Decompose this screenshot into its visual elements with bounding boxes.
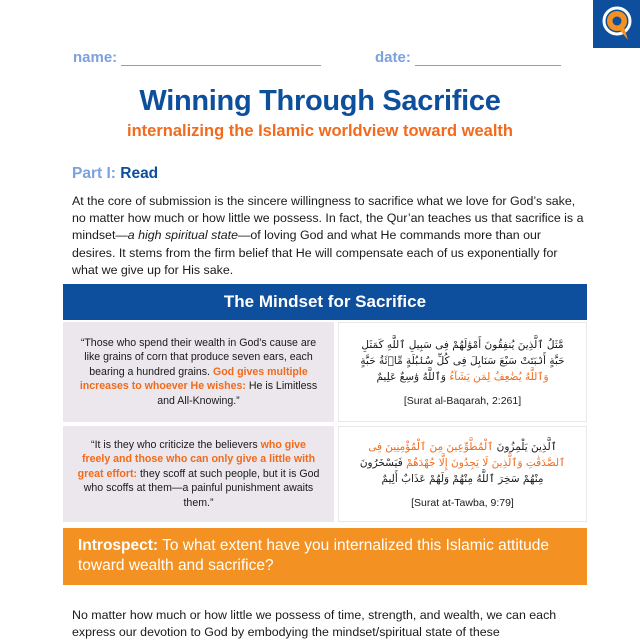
introspect-question: To what extent have you internalized this Islamic attitude toward wealth and sacrifice? [78, 537, 549, 574]
intro-paragraph [72, 193, 587, 279]
closing-paragraph: No matter how much or how little we possess of time, strength, and wealth, we can each express our devotion to God by embodying the mindset/spiritual state of these [72, 608, 557, 640]
introspect-box [63, 528, 587, 585]
arabic-text: مَّثَلُ ٱلَّذِينَ يُنفِقُونَ أَمْوَٰلَهُمْ فِى سَبِيلِ ٱللَّهِ كَمَثَلِ حَبَّةٍ أَنۢبَتَتْ سَبْعَ سَنَابِلَ فِى كُلِّ سُنۢبُلَةٍ مِّا۟ئَةُ حَبَّةٍ [360, 339, 565, 367]
name-label: name: [73, 49, 118, 66]
quote-text: He is Limitless and All-Knowing.” [157, 380, 318, 407]
mindset-table [63, 284, 587, 522]
translation-quote [63, 426, 334, 522]
name-input-line[interactable] [121, 50, 321, 66]
arabic-text: ٱلَّذِينَ يَلْمِزُونَ [493, 441, 557, 453]
quote-highlight: who give freely and those who can only give a little with great effort: [77, 438, 316, 480]
arabic-highlight: وَٱللَّهُ يُضَٰعِفُ لِمَن يَشَآءُ [449, 371, 549, 383]
quote-text: “It is they who criticize the believers [91, 438, 261, 451]
name-date-fields [73, 49, 573, 69]
date-field[interactable] [375, 49, 561, 66]
translation-quote [63, 322, 334, 422]
speech-bubble-q-icon [600, 5, 634, 43]
section-heading-part-1 [72, 165, 158, 183]
name-field[interactable] [73, 49, 321, 66]
quote-text: “Those who spend their wealth in God’s cause are like grains of corn that produce seven ears, each bearing a hundred grains. [80, 336, 317, 378]
date-label: date: [375, 49, 411, 66]
part-prefix: Part I: [72, 165, 116, 182]
arabic-verse-box [338, 322, 587, 422]
mindset-heading: The Mindset for Sacrifice [63, 284, 587, 320]
arabic-text: وَٱللَّهُ وَٰسِعٌ عَلِيمٌ [376, 371, 450, 383]
mindset-row [63, 322, 587, 422]
date-input-line[interactable] [415, 50, 561, 66]
arabic-verse [353, 439, 573, 487]
quote-highlight: God gives multiple increases to whoever He wishes: [79, 365, 308, 393]
intro-text-1: At the core of submission is the sincere willingness to sacrifice what we love for God’s sake, no matter how much or how little we possess. In fact, the Qur’an teaches us that sacrifice is a mindset— [72, 194, 584, 243]
arabic-highlight: ٱلْمُطَّوِّعِينَ مِنَ ٱلْمُؤْمِنِينَ فِى ٱلصَّدَقَٰتِ وَٱلَّذِينَ لَا يَجِدُونَ إِلَّا جُهْدَهُمْ [368, 441, 566, 469]
arabic-verse-box [338, 426, 587, 522]
page-subtitle: internalizing the Islamic worldview toward wealth [127, 122, 513, 140]
part-label: Read [120, 165, 159, 182]
brand-logo [593, 0, 640, 48]
quote-text: they scoff at such people, but it is God who scoffs at them—a painful punishment awaits them.” [83, 467, 320, 509]
page-title: Winning Through Sacrifice [139, 85, 501, 117]
verse-reference: [Surat at-Tawba, 9:79] [411, 497, 514, 509]
mindset-row [63, 426, 587, 522]
introspect-label: Introspect: [78, 537, 159, 554]
intro-italic: a high spiritual state [127, 228, 238, 243]
arabic-text: فَيَسْخَرُونَ مِنْهُمْ سَخِرَ ٱللَّهُ مِنْهُمْ وَلَهُمْ عَذَابٌ أَلِيمٌ [359, 457, 544, 485]
verse-reference: [Surat al-Baqarah, 2:261] [403, 395, 522, 407]
arabic-verse [353, 337, 573, 385]
intro-text-2: —of loving God and what He commands more than our desires. It stems from the firm belief that He will compensate each of us exponentially for what we give up for His sake. [72, 228, 558, 277]
